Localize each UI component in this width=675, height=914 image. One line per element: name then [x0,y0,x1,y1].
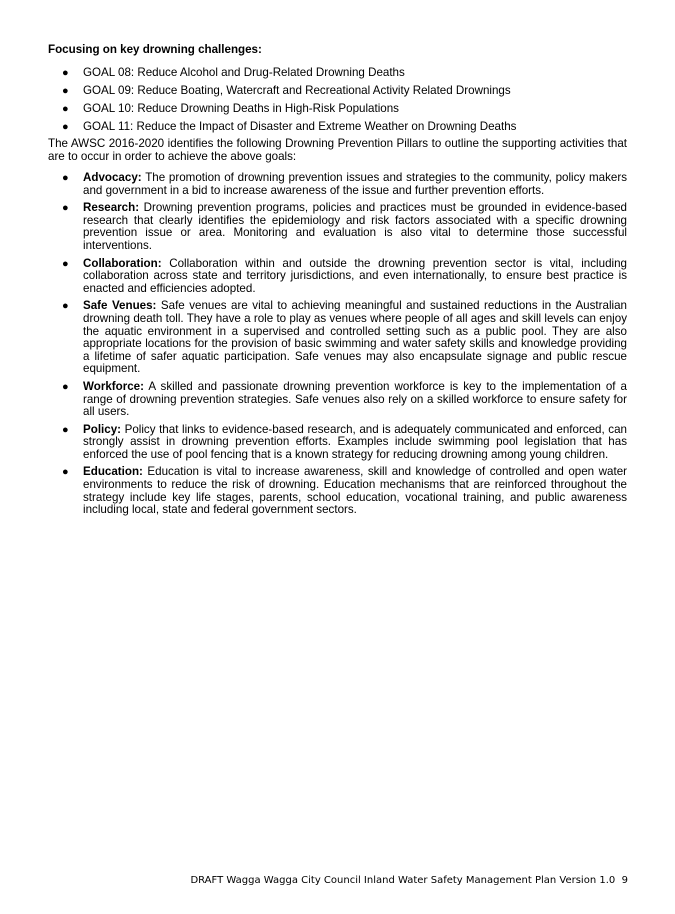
footer-title: DRAFT Wagga Wagga City Council Inland Water Safety Management Plan Version 1.0 [190,875,616,886]
pillar-text: A skilled and passionate drowning prevention workforce is key to the implementation of a range of drowning prevention strategies. Safe venues also rely on a skilled workforce to ensure safety for all users. [83,379,627,419]
bullet-icon: ● [62,300,69,313]
page-footer [150,875,628,887]
goal-item [48,102,627,116]
goal-item [48,84,627,98]
pillar-text: Safe venues are vital to achieving meaningful and sustained reductions in the Australian drowning death toll. They have a role to play as venues where people of all ages and skill levels can enjoy the aquatic environment in a supervised and controlled setting such as a public pool. They are also appropriate locations for the provision of basic swimming and water safety skills and knowledge providing a lifetime of safer aquatic participation. Safe venues may also encapsulate signage and public rescue equipment. [83,299,628,376]
section-heading: Focusing on key drowning challenges: [48,43,262,56]
goal-text: GOAL 08: Reduce Alcohol and Drug-Related Drowning Deaths [83,66,405,79]
bullet-icon: ● [62,172,69,184]
pillar-item-policy [48,424,627,462]
goals-list [48,66,627,134]
pillar-text: Policy that links to evidence-based research, and is adequately communicated and enforced, can strongly assist in drowning prevention efforts. Examples include swimming pool legislation that has enforced the use of pool fencing that is a known strategy for reducing drowning among young children. [83,422,627,461]
pillars-list [48,172,627,517]
bullet-icon: ● [62,103,69,115]
goal-text: GOAL 10: Reduce Drowning Deaths in High-Risk Populations [83,102,399,115]
document-page [48,43,627,522]
pillar-text: Collaboration within and outside the drowning prevention sector is vital, including collaboration across state and territory jurisdictions, and even internationally, to ensure best practice is enacted and efficiencies adopted. [83,256,627,295]
pillar-item-safe-venues [48,300,627,376]
pillar-item-research [48,202,627,252]
pillar-term: Advocacy: [83,171,142,184]
pillar-term: Policy: [83,422,122,436]
pillar-term: Research: [83,201,140,215]
bullet-icon: ● [62,423,69,436]
pillar-item-advocacy [48,172,627,197]
pillar-item-workforce [48,381,627,419]
bullet-icon: ● [62,257,69,270]
bullet-icon: ● [62,85,69,97]
bullet-icon: ● [62,466,69,479]
pillar-term: Safe Venues: [83,299,157,313]
pillar-item-education [48,466,627,516]
bullet-icon: ● [62,67,69,79]
bullet-icon: ● [62,202,69,215]
pillar-term: Collaboration: [83,256,162,270]
bullet-icon: ● [62,121,69,133]
pillar-text: The promotion of drowning prevention issues and strategies to the community, policy makers and government in a bid to increase awareness of the issue and further prevention efforts. [83,171,627,197]
goal-item [48,66,627,80]
pillar-text: Education is vital to increase awareness, skill and knowledge of controlled and open water environments to reduce the risk of drowning. Education mechanisms that are reinforced throughout the strategy include key life stages, parents, school education, vocational training, and public awareness including local, state and federal government sectors. [83,465,627,517]
page-number: 9 [621,875,628,886]
goal-text: GOAL 11: Reduce the Impact of Disaster and Extreme Weather on Drowning Deaths [83,120,517,133]
goal-item [48,120,627,134]
pillar-term: Workforce: [83,379,144,393]
goal-text: GOAL 09: Reduce Boating, Watercraft and Recreational Activity Related Drownings [83,84,511,97]
intro-paragraph: The AWSC 2016-2020 identifies the following Drowning Prevention Pillars to outline the supporting activities that are to occur in order to achieve the above goals: [48,137,627,163]
pillar-text: Drowning prevention programs, policies and practices must be grounded in evidence-based research that clearly identifies the epidemiology and risk factors associated with a specific drowning prevention issue or area. Monitoring and evaluation is also vital to determine those successful interventions. [83,201,627,252]
pillar-term: Education: [83,465,143,479]
pillar-item-collaboration [48,258,627,296]
bullet-icon: ● [62,380,69,393]
